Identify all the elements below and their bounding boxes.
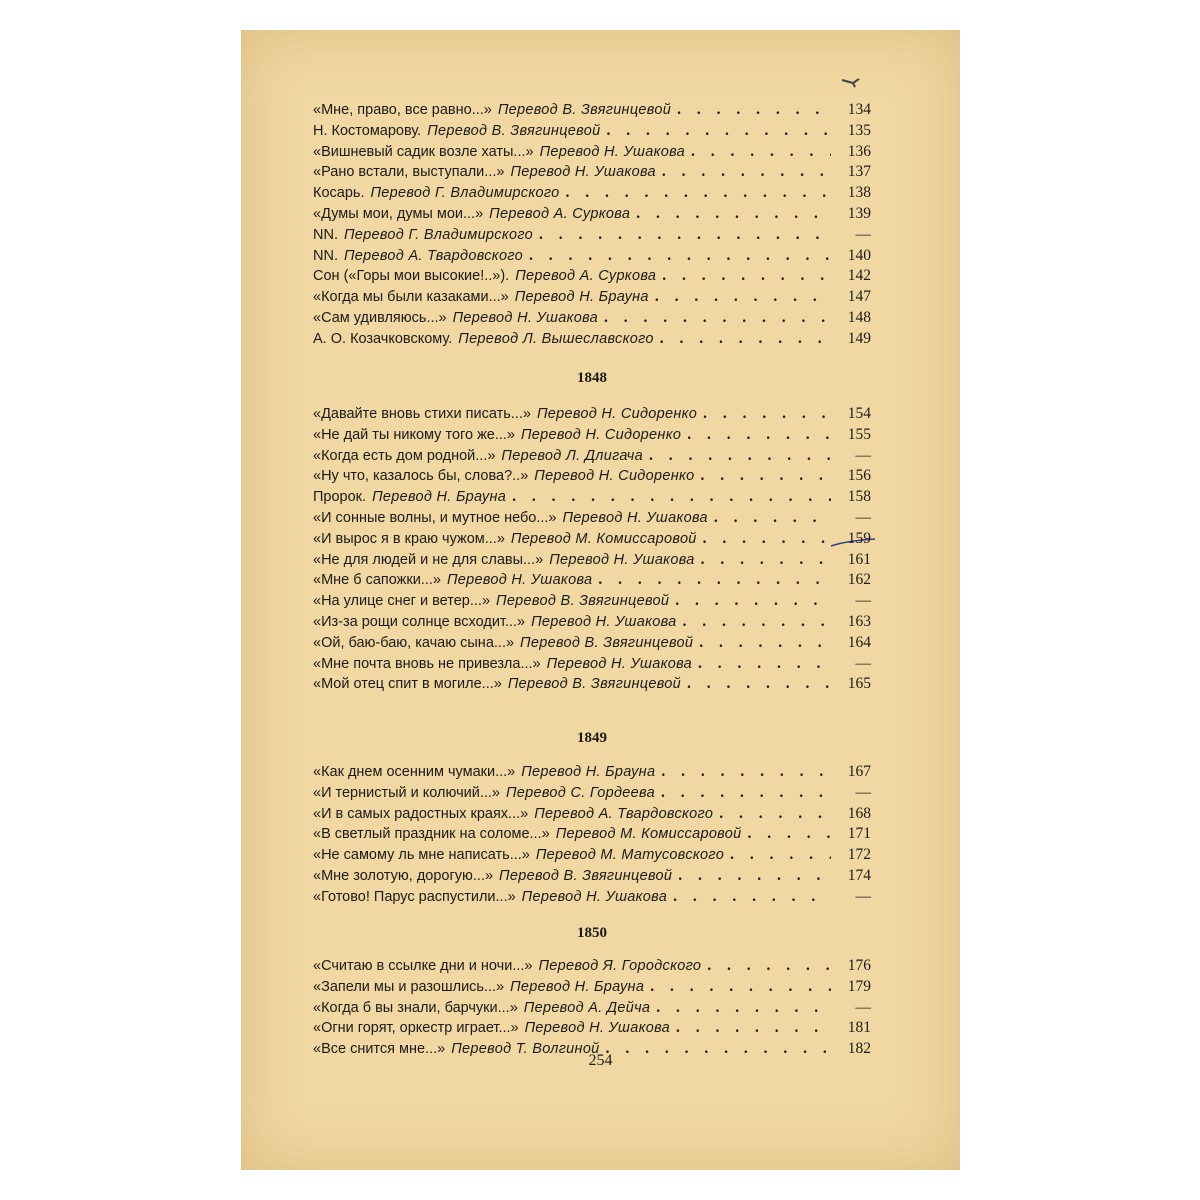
entry-translator: Перевод Т. Волгиной (451, 1041, 600, 1058)
entry-page: 163 (847, 612, 871, 630)
entry-title: «Не для людей и не для славы...» (313, 551, 544, 568)
entry-page: — (855, 654, 871, 672)
entry-translator: Перевод Г. Владимирского (343, 226, 534, 243)
leader-dots (662, 266, 831, 287)
pencil-mark-icon (841, 76, 861, 88)
entry-translator: Перевод Н. Ушакова (524, 1020, 671, 1037)
leader-dots (691, 142, 831, 163)
entry-page: 149 (847, 329, 871, 347)
entry-page: — (855, 783, 871, 801)
entry-translator: Перевод Н. Сидоренко (536, 406, 698, 422)
leader-dots (675, 591, 831, 612)
toc-entry (313, 183, 871, 204)
entry-title: «Рано встали, выступали...» (313, 164, 505, 181)
entry-page: 161 (847, 550, 871, 568)
entry-title: «Ой, баю-баю, качаю сына...» (313, 634, 515, 651)
toc-entry (313, 329, 871, 350)
section-year-heading: 1849 (577, 730, 607, 746)
toc-entry (313, 866, 871, 887)
entry-translator: Перевод А. Дейча (523, 999, 651, 1016)
leader-dots (673, 887, 831, 908)
leader-dots (687, 425, 831, 446)
toc-entry (313, 162, 871, 183)
entry-title: Пророк. (313, 489, 367, 506)
entry-title: «Из-за рощи солнце всходит...» (313, 613, 526, 630)
entry-translator: Перевод М. Комиссаровой (510, 530, 697, 547)
leader-dots (649, 446, 831, 467)
toc-section (313, 100, 871, 350)
entry-title: «Думы мои, думы мои...» (313, 205, 484, 222)
entry-translator: Перевод Н. Брауна (514, 289, 649, 306)
toc-entry (313, 308, 871, 329)
entry-translator: Перевод Н. Ушакова (562, 509, 708, 526)
entry-title: «Вишневый садик возле хаты...» (313, 143, 534, 160)
entry-page: — (855, 446, 871, 464)
leader-dots (656, 998, 831, 1019)
entry-translator: Перевод Л. Вышеславского (458, 330, 654, 347)
leader-dots (687, 674, 831, 695)
entry-title: «В светлый праздник на соломе...» (313, 826, 550, 843)
toc-entry (313, 121, 871, 142)
section-year-heading: 1850 (577, 925, 607, 941)
toc-entry (313, 804, 871, 825)
leader-dots (747, 824, 831, 845)
toc-section (313, 404, 871, 695)
toc-entry (313, 287, 871, 308)
entry-page: 137 (847, 163, 871, 181)
leader-dots (566, 183, 831, 204)
toc-entry (313, 762, 871, 783)
entry-translator: Перевод Н. Ушакова (521, 888, 668, 905)
entry-page: 134 (847, 101, 871, 118)
entry-title: «Мне, право, все равно...» (313, 102, 492, 118)
entry-translator: Перевод М. Матусовского (535, 847, 725, 864)
leader-dots (636, 204, 831, 225)
entry-page: — (855, 998, 871, 1016)
entry-title: Сон («Горы мои высокие!..»). (313, 268, 510, 285)
entry-page: 140 (847, 246, 871, 264)
toc-entry (313, 977, 871, 998)
entry-title: Косарь. (313, 185, 365, 202)
entry-title: «Когда есть дом родной...» (313, 447, 496, 464)
toc-entry (313, 204, 871, 225)
toc-entry (313, 845, 871, 866)
toc-entry (313, 612, 871, 633)
leader-dots (676, 1018, 831, 1039)
leader-dots (529, 246, 831, 267)
section-year-heading: 1848 (577, 370, 607, 386)
toc-entry (313, 446, 871, 467)
toc-entry (313, 100, 871, 121)
leader-dots (512, 487, 831, 508)
entry-page: 179 (847, 977, 871, 995)
entry-translator: Перевод В. Звягинцевой (496, 593, 670, 610)
leader-dots (701, 550, 831, 571)
leader-dots (707, 956, 831, 977)
entry-translator: Перевод С. Гордеева (505, 784, 655, 801)
toc-entry (313, 508, 871, 529)
leader-dots (606, 121, 831, 142)
entry-page: — (855, 887, 871, 905)
entry-title: «Мне золотую, дорогую...» (313, 867, 494, 884)
leader-dots (660, 329, 831, 350)
entry-page: — (855, 508, 871, 526)
entry-title: «Огни горят, оркестр играет...» (313, 1020, 519, 1037)
toc-entry (313, 824, 871, 845)
leader-dots (650, 977, 831, 998)
entry-title: «Давайте вновь стихи писать...» (313, 406, 531, 422)
entry-page: 135 (847, 121, 871, 139)
leader-dots (677, 100, 831, 121)
leader-dots (703, 529, 831, 550)
entry-title: «Как днем осенним чумаки...» (313, 764, 516, 780)
entry-translator: Перевод Л. Длигача (501, 447, 643, 464)
toc-entry (313, 142, 871, 163)
entry-translator: Перевод А. Твардовского (534, 805, 714, 822)
entry-title: «Мне б сапожки...» (313, 572, 441, 589)
entry-translator: Перевод М. Комиссаровой (555, 826, 742, 843)
leader-dots (598, 570, 831, 591)
leader-dots (703, 404, 831, 425)
entry-title: «И вырос я в краю чужом...» (313, 530, 505, 547)
toc-section (313, 762, 871, 908)
entry-translator: Перевод Н. Брауна (372, 489, 507, 506)
entry-title: NN. (313, 226, 338, 243)
entry-translator: Перевод А. Твардовского (343, 247, 523, 264)
entry-translator: Перевод Н. Ушакова (539, 143, 685, 160)
entry-page: 176 (847, 957, 871, 974)
entry-title: «Все снится мне...» (313, 1041, 446, 1058)
entry-title: NN. (313, 247, 338, 264)
entry-page: 142 (847, 267, 871, 285)
entry-translator: Перевод В. Звягинцевой (520, 634, 694, 651)
toc-entry (313, 246, 871, 267)
entry-translator: Перевод Н. Брауна (510, 978, 645, 995)
leader-dots (661, 783, 831, 804)
entry-page: 167 (847, 763, 871, 780)
toc-entry (313, 225, 871, 246)
entry-title: «Мне почта вновь не привезла...» (313, 655, 541, 672)
entry-translator: Перевод А. Суркова (515, 268, 657, 285)
entry-title: «Считаю в ссылке дни и ночи...» (313, 958, 533, 974)
toc-section (313, 956, 871, 1060)
toc-entry (313, 466, 871, 487)
leader-dots (604, 308, 831, 329)
toc-entry (313, 404, 871, 425)
toc-entry (313, 783, 871, 804)
entry-title: «Сам удивляюсь...» (313, 309, 447, 326)
toc-entry (313, 425, 871, 446)
entry-title: А. О. Козачковскому. (313, 330, 453, 347)
entry-page: 155 (847, 425, 871, 443)
entry-translator: Перевод А. Суркова (489, 205, 631, 222)
leader-dots (662, 162, 831, 183)
entry-title: «И сонные волны, и мутное небо...» (313, 509, 557, 526)
entry-page: — (855, 592, 871, 610)
entry-page: 168 (847, 804, 871, 822)
entry-page: 182 (847, 1040, 871, 1058)
entry-translator: Перевод В. Звягинцевой (507, 676, 682, 693)
leader-dots (714, 508, 831, 529)
entry-page: 164 (847, 633, 871, 651)
toc-entry (313, 266, 871, 287)
entry-page: 156 (847, 467, 871, 485)
entry-title: «И в самых радостных краях...» (313, 805, 529, 822)
entry-page: 138 (847, 184, 871, 202)
leader-dots (719, 804, 831, 825)
entry-page: 148 (847, 308, 871, 326)
entry-page: 172 (847, 846, 871, 864)
toc-entry (313, 633, 871, 654)
entry-translator: Перевод Н. Сидоренко (520, 426, 682, 443)
leader-dots (698, 654, 831, 675)
entry-title: «И тернистый и колючий...» (313, 784, 500, 801)
leader-dots (699, 633, 831, 654)
book-page (241, 30, 960, 1170)
toc-entry (313, 550, 871, 571)
entry-translator: Перевод В. Звягинцевой (499, 867, 673, 884)
entry-translator: Перевод Н. Ушакова (446, 572, 593, 589)
leader-dots (539, 225, 831, 246)
entry-page: — (855, 225, 871, 243)
entry-title: Н. Костомарову. (313, 122, 422, 139)
entry-page: 136 (847, 142, 871, 160)
entry-title: «Не самому ль мне написать...» (313, 847, 530, 864)
toc-entry (313, 887, 871, 908)
entry-page: 181 (847, 1019, 871, 1037)
entry-page: 162 (847, 571, 871, 589)
entry-page: 174 (847, 866, 871, 884)
entry-translator: Перевод Н. Ушакова (510, 164, 656, 181)
entry-translator: Перевод Я. Городского (538, 958, 702, 974)
entry-page: 158 (847, 488, 871, 506)
entry-title: «Когда мы были казаками...» (313, 289, 509, 306)
leader-dots (730, 845, 831, 866)
entry-translator: Перевод В. Звягинцевой (497, 102, 672, 118)
leader-dots (655, 287, 831, 308)
entry-page: 139 (847, 204, 871, 222)
entry-page: 154 (847, 405, 871, 422)
entry-title: «Ну что, казалось бы, слова?..» (313, 468, 529, 485)
toc-entry (313, 570, 871, 591)
toc-entry (313, 654, 871, 675)
entry-title: «Запели мы и разошлись...» (313, 978, 505, 995)
entry-translator: Перевод Н. Ушакова (452, 309, 599, 326)
leader-dots (683, 612, 831, 633)
leader-dots (661, 762, 831, 783)
leader-dots (678, 866, 831, 887)
entry-translator: Перевод Н. Брауна (521, 764, 656, 780)
entry-page: 159 (847, 529, 871, 547)
toc-entry (313, 1018, 871, 1039)
entry-translator: Перевод Н. Ушакова (531, 613, 677, 630)
entry-title: «Мой отец спит в могиле...» (313, 676, 502, 693)
entry-translator: Перевод Г. Владимирского (370, 185, 560, 202)
entry-page: 171 (847, 825, 871, 843)
toc-entry (313, 591, 871, 612)
toc-entry (313, 529, 871, 550)
toc-entry (313, 487, 871, 508)
entry-page: 165 (847, 675, 871, 693)
entry-title: «Готово! Парус распустили...» (313, 888, 516, 905)
toc-entry (313, 956, 871, 977)
entry-translator: Перевод Н. Сидоренко (534, 468, 695, 485)
entry-translator: Перевод Н. Ушакова (546, 655, 693, 672)
entry-title: «На улице снег и ветер...» (313, 593, 491, 610)
entry-page: 147 (847, 288, 871, 306)
toc-entry (313, 998, 871, 1019)
toc-entry (313, 674, 871, 695)
entry-title: «Когда б вы знали, барчуки...» (313, 999, 518, 1016)
leader-dots (701, 466, 832, 487)
entry-translator: Перевод Н. Ушакова (549, 551, 695, 568)
entry-title: «Не дай ты никому того же...» (313, 426, 515, 443)
entry-translator: Перевод В. Звягинцевой (427, 122, 601, 139)
page-number: 254 (588, 1052, 613, 1069)
